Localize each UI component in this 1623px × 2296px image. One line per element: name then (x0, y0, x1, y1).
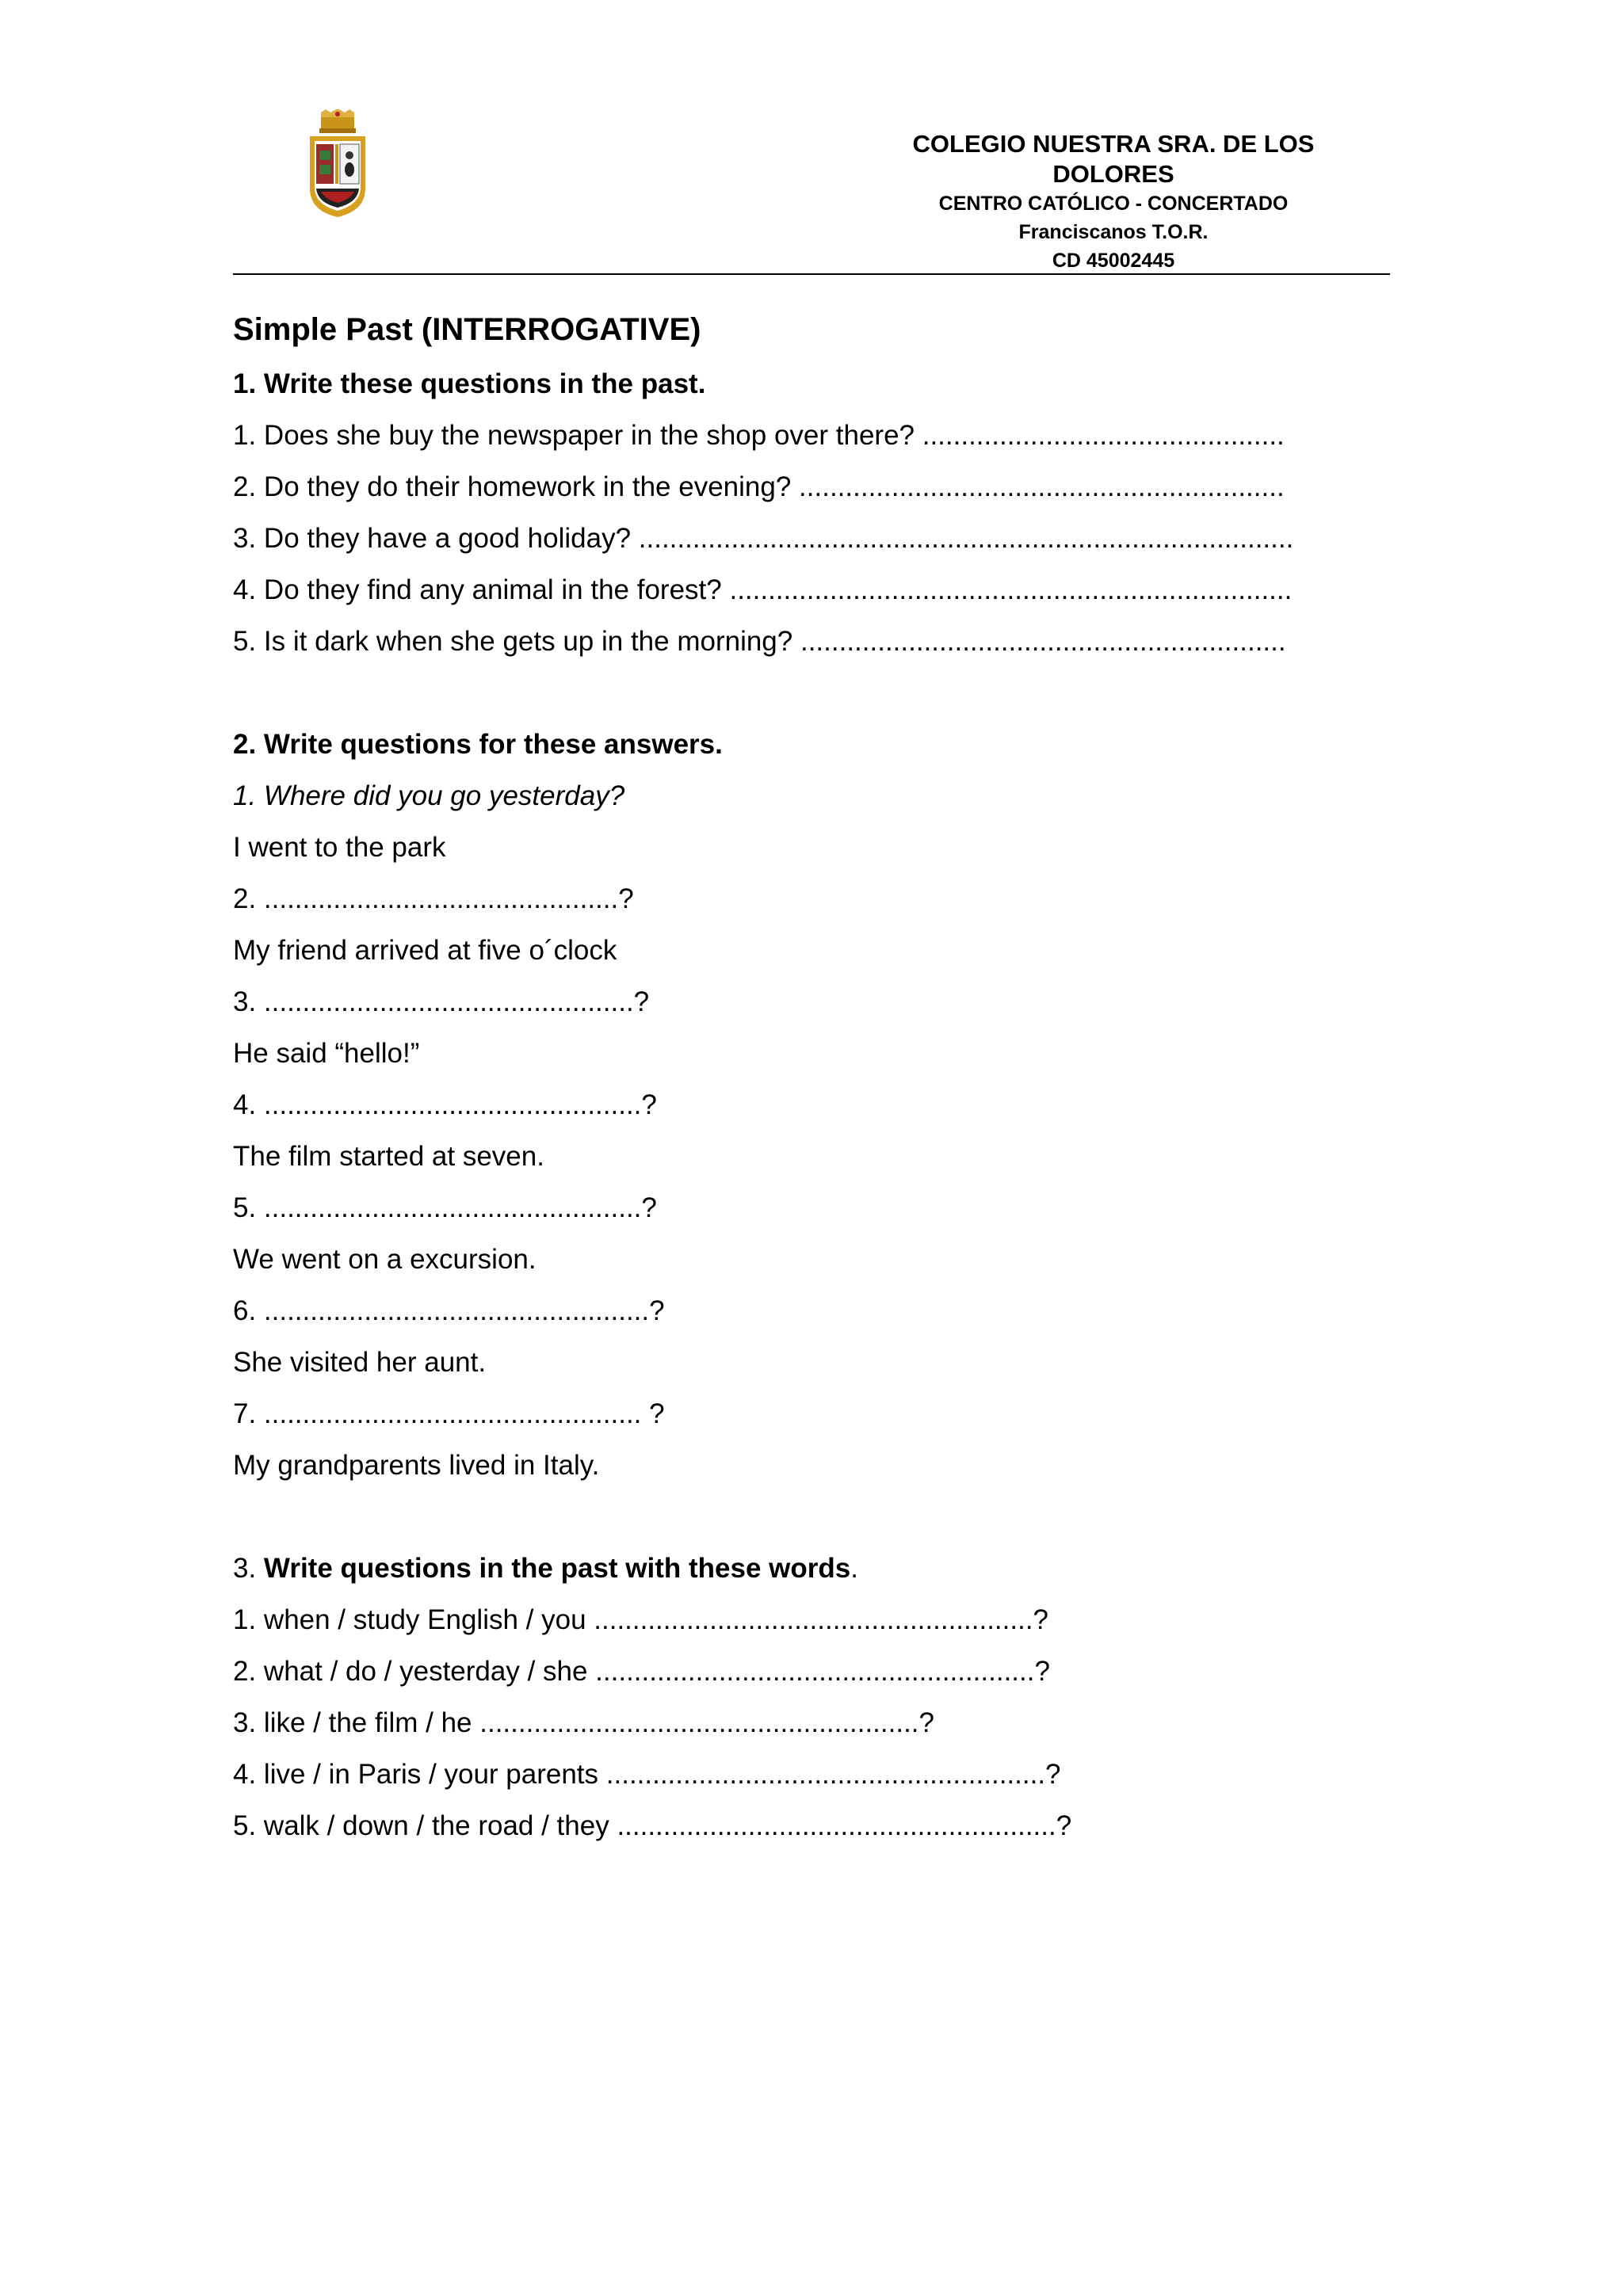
exercise-3-item (233, 1646, 1398, 1697)
item-text: 4. Do they find any animal in the forest? (233, 574, 722, 605)
exercise-1-item (233, 461, 1398, 513)
answer-text: My grandparents lived in Italy. (233, 1450, 600, 1481)
question-blank[interactable]: 4. .................................................? (233, 1089, 657, 1120)
answer-blank[interactable]: .........................................................? (595, 1656, 1050, 1687)
exercise-1-item (233, 410, 1398, 461)
item-text: 5. Is it dark when she gets up in the morning? (233, 626, 793, 657)
exercise-2-heading: 2. Write questions for these answers. (233, 729, 723, 760)
example-question: 1. Where did you go yesterday? (233, 780, 625, 811)
item-text: 2. Do they do their homework in the evening? (233, 471, 792, 502)
item-text: 5. walk / down / the road / they (233, 1810, 617, 1841)
answer-text: My friend arrived at five o´clock (233, 935, 617, 966)
answer-text: He said “hello!” (233, 1038, 420, 1069)
heading-period: . (850, 1553, 858, 1584)
answer-text: We went on a excursion. (233, 1244, 537, 1275)
item-text: 4. live / in Paris / your parents (233, 1759, 606, 1790)
answer-blank[interactable]: .........................................................? (617, 1810, 1072, 1841)
item-text: 2. what / do / yesterday / she (233, 1656, 596, 1687)
school-info (868, 129, 1359, 275)
worksheet-content (233, 306, 1398, 1852)
school-order: Franciscanos T.O.R. (1018, 221, 1209, 243)
answer-blank[interactable]: ..................................................................................... (638, 523, 1294, 554)
exercise-3-item (233, 1594, 1398, 1646)
exercise-3-heading (233, 1543, 1398, 1594)
question-blank[interactable]: 3. ................................................? (233, 986, 650, 1017)
answer-blank[interactable]: ............................................................... (799, 471, 1285, 502)
exercise-1-item (233, 513, 1398, 564)
answer-blank[interactable]: ......................................................................... (729, 574, 1293, 605)
exercise-1-item (233, 616, 1398, 667)
exercise-3-item (233, 1697, 1398, 1749)
item-text: 3. Do they have a good holiday? (233, 523, 632, 554)
spacer (233, 667, 1398, 719)
school-code: CD 45002445 (1052, 250, 1175, 272)
item-text: 1. when / study English / you (233, 1604, 594, 1635)
school-subtitle: CENTRO CATÓLICO - CONCERTADO (938, 193, 1289, 215)
spacer (233, 1491, 1398, 1543)
heading-number: 3. (233, 1553, 264, 1584)
answer-text: She visited her aunt. (233, 1347, 487, 1378)
answer-text: The film started at seven. (233, 1141, 544, 1172)
question-blank[interactable]: 5. .................................................? (233, 1192, 657, 1223)
item-text: 1. Does she buy the newspaper in the shop over there? (233, 420, 915, 451)
exercise-1-heading: 1. Write these questions in the past. (233, 368, 706, 399)
header-divider (233, 273, 1390, 275)
answer-blank[interactable]: ............................................... (922, 420, 1285, 451)
exercise-3-item (233, 1800, 1398, 1852)
question-blank[interactable]: 2. ..............................................? (233, 883, 634, 914)
question-blank[interactable]: 7. ................................................. ? (233, 1398, 665, 1429)
answer-blank[interactable]: ............................................................... (800, 626, 1286, 657)
school-crest-icon (305, 109, 370, 222)
answer-blank[interactable]: .........................................................? (605, 1759, 1061, 1790)
school-name: COLEGIO NUESTRA SRA. DE LOS DOLORES (912, 130, 1315, 188)
exercise-3-item (233, 1749, 1398, 1800)
answer-blank[interactable]: .........................................................? (594, 1604, 1049, 1635)
item-text: 3. like / the film / he (233, 1707, 480, 1738)
example-answer: I went to the park (233, 832, 446, 863)
heading-text: Write questions in the past with these words (263, 1553, 851, 1584)
worksheet-title: Simple Past (INTERROGATIVE) (233, 312, 701, 347)
answer-blank[interactable]: .........................................................? (479, 1707, 934, 1738)
question-blank[interactable]: 6. ..................................................? (233, 1295, 665, 1326)
exercise-1-item (233, 564, 1398, 616)
